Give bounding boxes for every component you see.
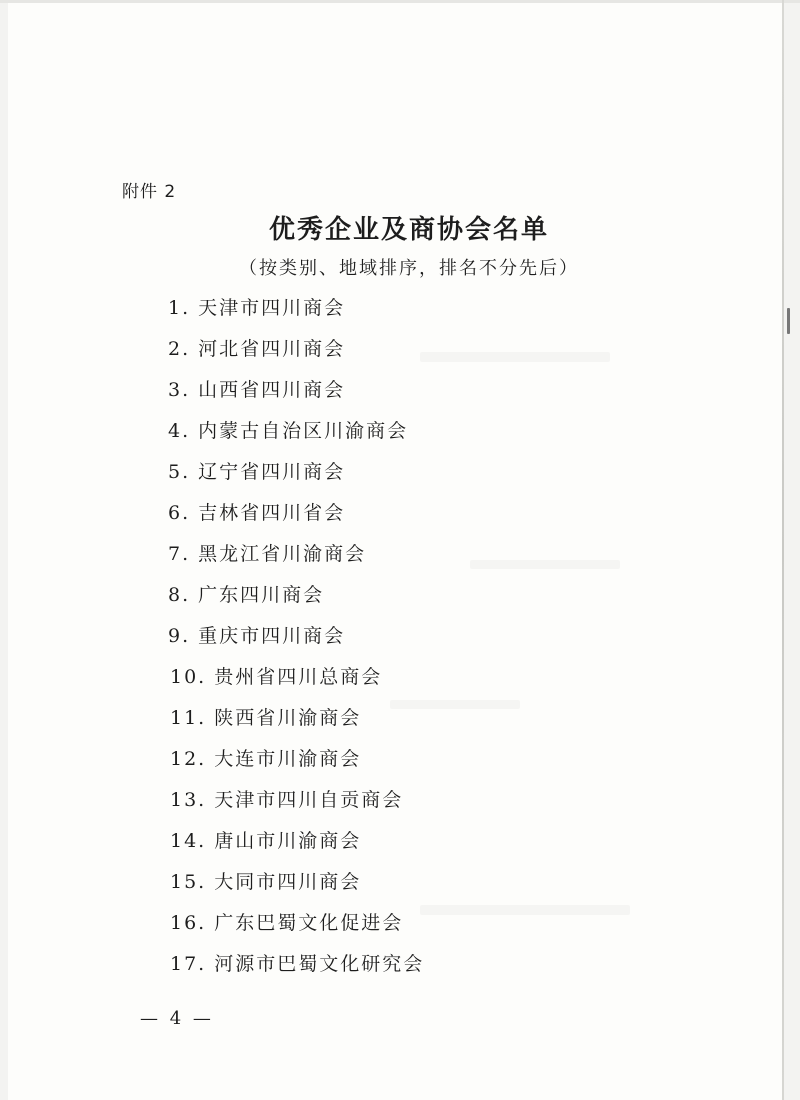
bleed-through-mark bbox=[470, 560, 620, 569]
list-item: 8. 广东四川商会 bbox=[168, 584, 325, 606]
scan-mark bbox=[787, 308, 790, 334]
list-item: 13. 天津市四川自贡商会 bbox=[170, 789, 404, 811]
bleed-through-mark bbox=[420, 352, 610, 362]
list-item: 1. 天津市四川商会 bbox=[168, 297, 346, 319]
list-item: 7. 黑龙江省川渝商会 bbox=[168, 543, 367, 565]
list-item: 5. 辽宁省四川商会 bbox=[168, 461, 346, 483]
bleed-through-mark bbox=[420, 905, 630, 915]
attachment-label: 附件 2 bbox=[122, 182, 177, 202]
list-item: 6. 吉林省四川省会 bbox=[168, 502, 346, 524]
scan-edge-right bbox=[782, 0, 784, 1100]
list-item: 2. 河北省四川商会 bbox=[168, 338, 346, 360]
document-subtitle: （按类别、地域排序，排名不分先后） bbox=[239, 258, 579, 279]
scan-edge-top bbox=[0, 0, 800, 3]
list-item: 3. 山西省四川商会 bbox=[168, 379, 346, 401]
list-item: 14. 唐山市川渝商会 bbox=[170, 830, 362, 852]
list-item: 12. 大连市川渝商会 bbox=[170, 748, 362, 770]
list-item: 9. 重庆市四川商会 bbox=[168, 625, 346, 647]
list-item: 10. 贵州省四川总商会 bbox=[170, 666, 383, 688]
document-page bbox=[8, 0, 784, 1100]
bleed-through-mark bbox=[390, 700, 520, 709]
list-item: 15. 大同市四川商会 bbox=[170, 871, 362, 893]
document-title: 优秀企业及商协会名单 bbox=[268, 215, 549, 245]
list-item: 17. 河源市巴蜀文化研究会 bbox=[170, 953, 425, 975]
list-item: 16. 广东巴蜀文化促进会 bbox=[170, 912, 404, 934]
list-item: 4. 内蒙古自治区川渝商会 bbox=[168, 420, 409, 442]
list-item: 11. 陕西省川渝商会 bbox=[170, 707, 362, 729]
page-number: — 4 — bbox=[140, 1008, 214, 1029]
